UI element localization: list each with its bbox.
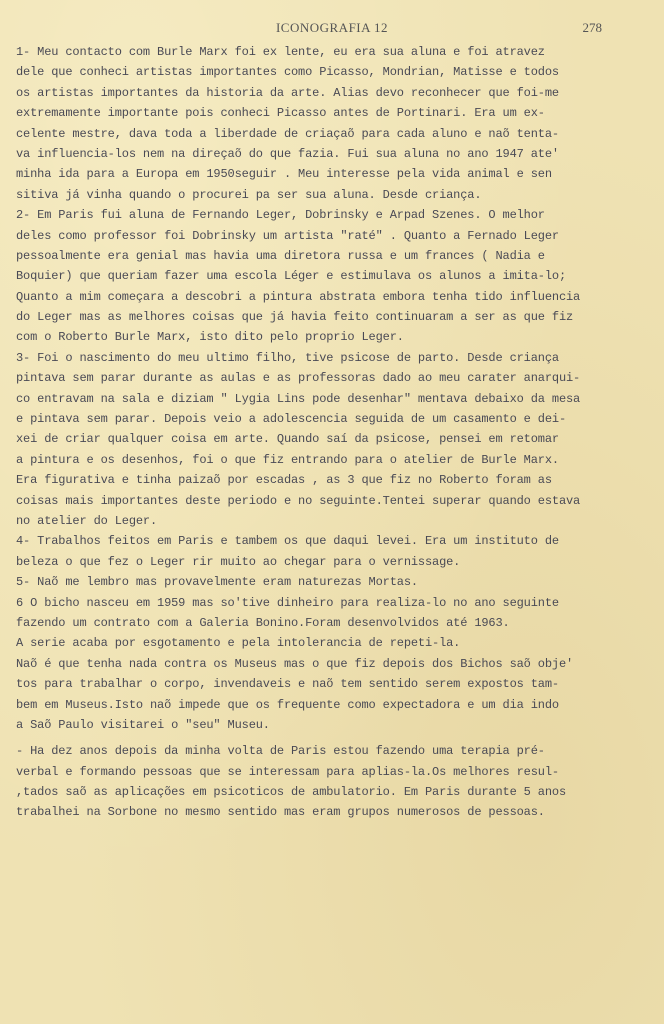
- text-line: pessoalmente era genial mas havia uma diretora russa e um frances ( Nadia e: [16, 248, 545, 263]
- text-line: os artistas importantes da historia da arte. Alias devo reconhecer que foi-me: [16, 85, 559, 100]
- text-line: do Leger mas as melhores coisas que já havia feito continuaram a ser as que fiz: [16, 310, 574, 325]
- text-line: tos para trabalhar o corpo, invendaveis e naõ tem sentido serem expostos tam-: [16, 677, 559, 692]
- page-number: 278: [582, 20, 602, 35]
- text-line: 2- Em Paris fui aluna de Fernando Leger, Dobrinsky e Arpad Szenes. O melhor: [16, 208, 545, 223]
- text-line: e pintava sem parar. Depois veio a adolescencia seguida de um casamento e dei-: [16, 412, 566, 427]
- text-line: verbal e formando pessoas que se interessam para aplias-la.Os melhores resul-: [16, 764, 559, 779]
- text-line: co entravam na sala e diziam " Lygia Lins pode desenhar" mentava debaixo da mesa: [16, 391, 581, 406]
- text-line: a pintura e os desenhos, foi o que fiz entrando para o atelier de Burle Marx.: [16, 452, 559, 467]
- text-line: A serie acaba por esgotamento e pela intolerancia de repeti-la.: [16, 636, 461, 651]
- text-line: ,tados saõ as aplicações em psicoticos de ambulatorio. Em Paris durante 5 anos: [16, 785, 566, 800]
- typed-letter-body: [16, 42, 646, 823]
- text-line: Naõ é que tenha nada contra os Museus mas o que fiz depois dos Bichos saõ obje': [16, 656, 574, 671]
- text-line: a Saõ Paulo visitarei o "seu" Museu.: [16, 717, 270, 732]
- text-line: va influencia-los nem na direçaõ do que fazia. Fui sua aluna no ano 1947 ate': [16, 146, 559, 161]
- running-header-title: ICONOGRAFIA 12: [275, 20, 389, 35]
- text-line: sitiva já vinha quando o procurei pa ser sua aluna. Desde criança.: [16, 187, 482, 202]
- text-line: com o Roberto Burle Marx, isto dito pelo proprio Leger.: [16, 330, 404, 345]
- text-line: no atelier do Leger.: [16, 513, 158, 528]
- text-line: 6 O bicho nasceu em 1959 mas so'tive dinheiro para realiza-lo no ano seguinte: [16, 595, 559, 610]
- text-line: beleza o que fez o Leger rir muito ao chegar para o vernissage.: [16, 554, 461, 569]
- text-line: bem em Museus.Isto naõ impede que os frequente como expectadora e um dia indo: [16, 697, 559, 712]
- text-line: deles como professor foi Dobrinsky um artista "raté" . Quanto a Fernado Leger: [16, 228, 559, 243]
- text-line: trabalhei na Sorbone no mesmo sentido mas eram grupos numerosos de pessoas.: [16, 805, 545, 820]
- text-line: 5- Naõ me lembro mas provavelmente eram naturezas Mortas.: [16, 575, 418, 590]
- text-line: Era figurativa e tinha paizaõ por escadas , as 3 que fiz no Roberto foram as: [16, 473, 552, 488]
- text-line: xei de criar qualquer coisa em arte. Quando saí da psicose, pensei em retomar: [16, 432, 559, 447]
- text-line: Boquier) que queriam fazer uma escola Léger e estimulava os alunos a imita-lo;: [16, 269, 566, 284]
- text-line: dele que conheci artistas importantes como Picasso, Mondrian, Matisse e todos: [16, 65, 559, 80]
- text-line: minha ida para a Europa em 1950seguir . Meu interesse pela vida animal e sen: [16, 167, 552, 182]
- text-line: fazendo um contrato com a Galeria Bonino.Foram desenvolvidos até 1963.: [16, 615, 510, 630]
- text-line: 1- Meu contacto com Burle Marx foi ex lente, eu era sua aluna e foi atravez: [16, 45, 545, 59]
- text-line: extremamente importante pois conheci Picasso antes de Portinari. Era um ex-: [16, 106, 545, 121]
- text-line: pintava sem parar durante as aulas e as professoras dado ao meu carater anarqui-: [16, 371, 581, 386]
- text-line: 3- Foi o nascimento do meu ultimo filho, tive psicose de parto. Desde criança: [16, 350, 559, 365]
- text-line: Quanto a mim começara a descobri a pintura abstrata embora tenha tido influencia: [16, 289, 581, 304]
- text-line: 4- Trabalhos feitos em Paris e tambem os que daqui levei. Era um instituto de: [16, 534, 559, 549]
- text-line: - Ha dez anos depois da minha volta de Paris estou fazendo uma terapia pré-: [16, 744, 545, 759]
- text-line: celente mestre, dava toda a liberdade de criaçaõ para cada aluno e naõ tenta-: [16, 126, 559, 141]
- text-line: coisas mais importantes deste periodo e no seguinte.Tentei superar quando estava: [16, 493, 581, 508]
